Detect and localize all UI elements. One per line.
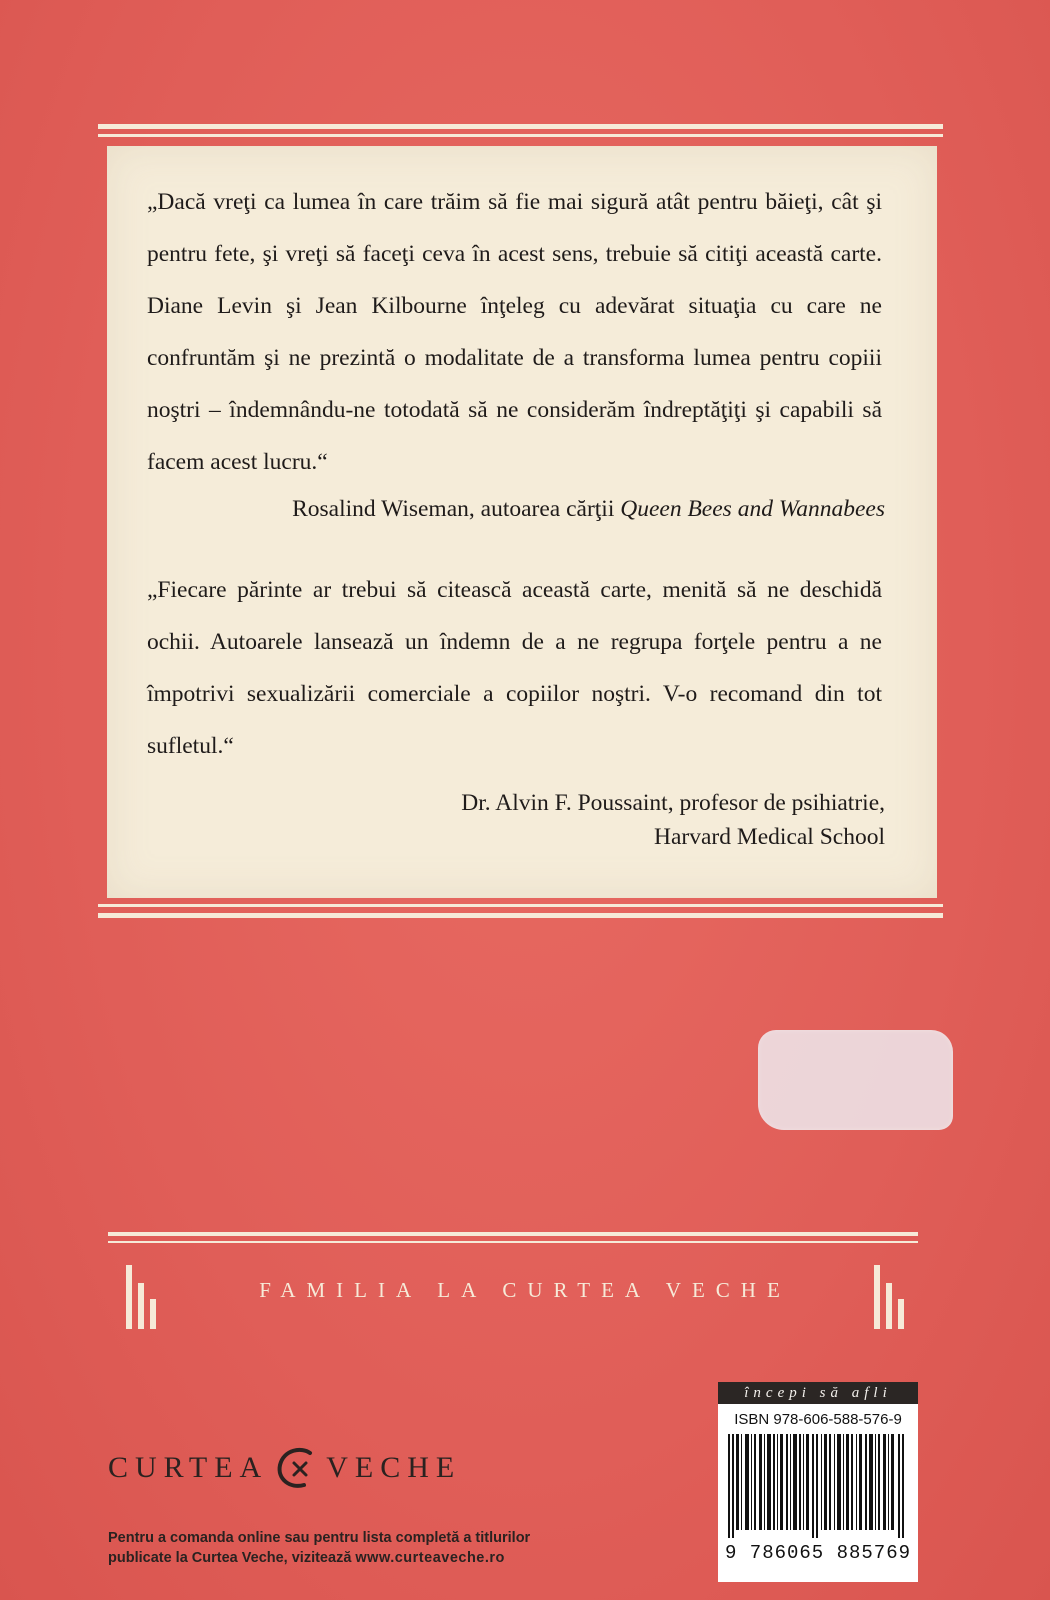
order-note [108,1528,688,1568]
attribution-poussaint [461,786,885,854]
publisher-emblem-icon [274,1445,320,1491]
isbn-barcode-box [718,1382,918,1582]
series-rule-top-2 [108,1241,918,1243]
attribution-wiseman-book: Queen Bees and Wannabees [620,496,885,522]
barcode-icon [726,1434,910,1538]
series-rule-top-1 [108,1232,918,1236]
panel-bottom-rule-1 [98,904,943,907]
series-logo-right-icon [872,1265,912,1329]
attribution-wiseman-author: Rosalind Wiseman, autoarea cărţii [292,496,621,522]
quote-wiseman: „Dacă vreţi ca lumea în care trăim să fie mai sigură atât pentru băieţi, cât şi pentru fete, şi vreţi să faceţi ceva în acest sens, trebuie să citiţi această carte. Diane Levin şi Jean Kilbourne înţeleg cu adevărat situaţia cu care ne confruntăm şi ne prezintă o modalitate de a transforma lumea pentru copiii noştri – îndemnându-ne totodată să ne considerăm îndreptăţiţi şi capabili să facem acest lucru.“ [147,189,882,475]
order-note-line2-prefix: publicate la Curtea Veche, vizitează [108,1550,356,1566]
quotes-panel [107,146,937,898]
top-rule-2 [98,134,943,137]
order-note-line1: Pentru a comanda online sau pentru lista completă a titlurilor [108,1530,531,1546]
publisher-name-left: CURTEA [108,1451,269,1484]
slogan: începi să afli [718,1382,918,1404]
top-rule-1 [98,124,943,129]
order-note-line2 [108,1548,688,1568]
isbn-number: ISBN 978-606-588-576-9 [734,1411,902,1428]
publisher-name-right: VECHE [326,1451,462,1484]
attribution-poussaint-line1: Dr. Alvin F. Poussaint, profesor de psihiatrie, [461,790,885,816]
quote-poussaint: „Fiecare părinte ar trebui să citească această carte, menită să ne deschidă ochii. Autoarele lansează un îndemn de a ne regrupa forţele pentru a ne împotrivi sexualizării comerciale a copiilor noştri. V-o recomand din tot sufletul.“ [147,577,882,759]
panel-bottom-rule-2 [98,913,943,918]
series-title: FAMILIA LA CURTEA VECHE [259,1278,791,1302]
publisher-logo [108,1445,461,1491]
price-sticker-residue [758,1030,953,1130]
barcode-digits: 9 786065 885769 [724,1542,912,1564]
publisher-website-link[interactable]: www.curteaveche.ro [355,1550,505,1566]
series-logo-left-icon [124,1265,164,1329]
attribution-wiseman [292,492,885,526]
attribution-poussaint-line2: Harvard Medical School [653,824,885,850]
